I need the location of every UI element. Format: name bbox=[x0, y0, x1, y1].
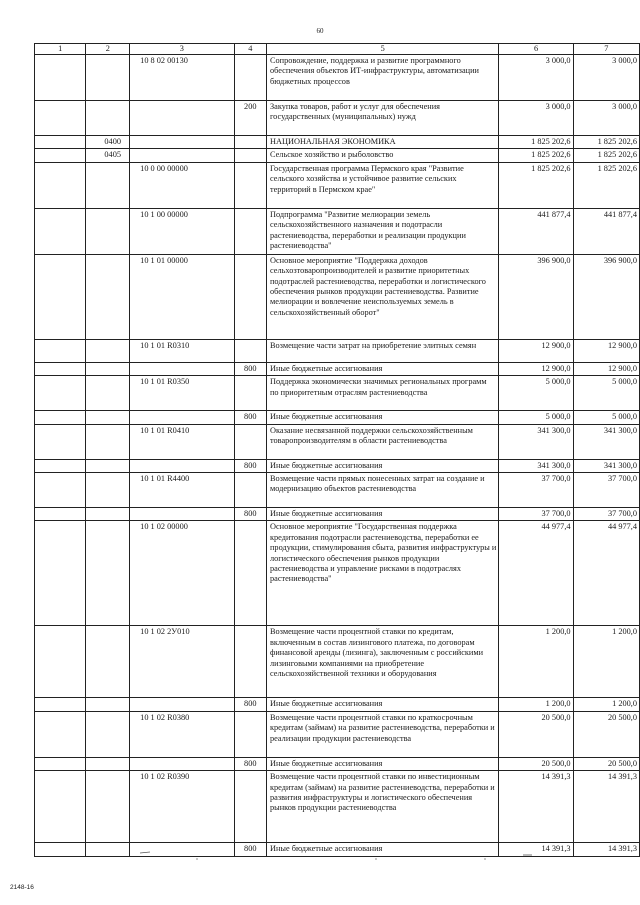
amount-2017: 1 825 202,6 bbox=[499, 136, 573, 149]
section-code bbox=[86, 459, 130, 472]
col1-cell bbox=[35, 136, 86, 149]
section-code bbox=[86, 376, 130, 411]
col1-cell bbox=[35, 698, 86, 711]
section-code bbox=[86, 411, 130, 424]
col1-cell bbox=[35, 411, 86, 424]
table-row bbox=[35, 136, 640, 149]
table-row bbox=[35, 521, 640, 626]
target-code: 10 1 01 R4400 bbox=[130, 473, 234, 508]
table-row bbox=[35, 208, 640, 254]
description: Иные бюджетные ассигнования bbox=[266, 508, 498, 521]
amount-2017: 1 825 202,6 bbox=[499, 162, 573, 208]
description: Иные бюджетные ассигнования bbox=[266, 362, 498, 375]
description: Основное мероприятие "Государственная поддержка кредитования подотрасли растениеводства, переработки ее продукции, стимулирования сбыта, развития инфраструктуры и логистического обеспечения рынков продукции растениеводства и управление рисками в подотраслях растениеводства" bbox=[266, 521, 498, 626]
target-code: 10 1 02 2У010 bbox=[130, 626, 234, 698]
expense-type bbox=[234, 424, 266, 459]
expense-type bbox=[234, 376, 266, 411]
table-body bbox=[35, 55, 640, 857]
target-code bbox=[130, 757, 234, 770]
target-code: 10 1 01 R0350 bbox=[130, 376, 234, 411]
description: Иные бюджетные ассигнования bbox=[266, 843, 498, 856]
target-code bbox=[130, 698, 234, 711]
amount-2017: 1 825 202,6 bbox=[499, 149, 573, 162]
expense-type bbox=[234, 254, 266, 339]
section-code bbox=[86, 339, 130, 362]
table-row bbox=[35, 459, 640, 472]
table-row bbox=[35, 376, 640, 411]
expense-type bbox=[234, 162, 266, 208]
expense-type bbox=[234, 136, 266, 149]
description: Сельское хозяйство и рыболовство bbox=[266, 149, 498, 162]
column-header-7: 7 bbox=[573, 44, 639, 55]
amount-2017: 341 300,0 bbox=[499, 459, 573, 472]
amount-2017: 5 000,0 bbox=[499, 411, 573, 424]
amount-2018: 3 000,0 bbox=[573, 101, 639, 136]
amount-2018: 1 200,0 bbox=[573, 698, 639, 711]
amount-2017: 14 391,3 bbox=[499, 843, 573, 856]
amount-2018: 37 700,0 bbox=[573, 473, 639, 508]
table-row bbox=[35, 254, 640, 339]
target-code bbox=[130, 362, 234, 375]
section-code: 0400 bbox=[86, 136, 130, 149]
amount-2018: 14 391,3 bbox=[573, 771, 639, 843]
amount-2018: 341 300,0 bbox=[573, 424, 639, 459]
col1-cell bbox=[35, 208, 86, 254]
description: Основное мероприятие "Поддержка доходов сельхозтоваропроизводителей и развитие приоритетных подотраслей растениеводства, переработки и логистического обеспечения рынков продукции растениеводства. Развитие мелиорации и вовлечение неиспользуемых земель в сельскохозяйственный оборот" bbox=[266, 254, 498, 339]
col1-cell bbox=[35, 771, 86, 843]
amount-2017: 12 900,0 bbox=[499, 339, 573, 362]
expense-type bbox=[234, 626, 266, 698]
section-code bbox=[86, 626, 130, 698]
target-code: 10 1 02 R0380 bbox=[130, 711, 234, 757]
expense-type bbox=[234, 339, 266, 362]
description: Возмещение части затрат на приобретение элитных семян bbox=[266, 339, 498, 362]
section-code: 0405 bbox=[86, 149, 130, 162]
target-code bbox=[130, 411, 234, 424]
section-code bbox=[86, 473, 130, 508]
col1-cell bbox=[35, 473, 86, 508]
document-code: 2148-16 bbox=[10, 884, 34, 891]
expense-type bbox=[234, 711, 266, 757]
section-code bbox=[86, 162, 130, 208]
target-code: 10 1 01 R0410 bbox=[130, 424, 234, 459]
amount-2018: 14 391,3 bbox=[573, 843, 639, 856]
target-code bbox=[130, 136, 234, 149]
expense-type bbox=[234, 149, 266, 162]
amount-2018: 12 900,0 bbox=[573, 339, 639, 362]
description: Сопровождение, поддержка и развитие программного обеспечения объектов ИТ-инфраструктуры, автоматизации бюджетных процессов bbox=[266, 55, 498, 101]
description: Государственная программа Пермского края "Развитие сельского хозяйства и устойчивое развитие сельских территорий в Пермском крае" bbox=[266, 162, 498, 208]
description: Поддержка экономически значимых региональных программ по приоритетным отраслям растениеводства bbox=[266, 376, 498, 411]
col1-cell bbox=[35, 376, 86, 411]
amount-2018: 441 877,4 bbox=[573, 208, 639, 254]
table-row bbox=[35, 508, 640, 521]
table-row bbox=[35, 55, 640, 101]
col1-cell bbox=[35, 55, 86, 101]
col1-cell bbox=[35, 101, 86, 136]
expense-type bbox=[234, 521, 266, 626]
column-header-1: 1 bbox=[35, 44, 86, 55]
amount-2017: 1 200,0 bbox=[499, 698, 573, 711]
section-code bbox=[86, 521, 130, 626]
amount-2017: 14 391,3 bbox=[499, 771, 573, 843]
amount-2017: 396 900,0 bbox=[499, 254, 573, 339]
amount-2017: 44 977,4 bbox=[499, 521, 573, 626]
amount-2018: 20 500,0 bbox=[573, 757, 639, 770]
section-code bbox=[86, 362, 130, 375]
column-header-3: 3 bbox=[130, 44, 234, 55]
expense-type: 800 bbox=[234, 757, 266, 770]
section-code bbox=[86, 757, 130, 770]
amount-2018: 20 500,0 bbox=[573, 711, 639, 757]
amount-2018: 12 900,0 bbox=[573, 362, 639, 375]
amount-2018: 5 000,0 bbox=[573, 411, 639, 424]
target-code: 10 0 00 00000 bbox=[130, 162, 234, 208]
col1-cell bbox=[35, 149, 86, 162]
amount-2018: 44 977,4 bbox=[573, 521, 639, 626]
expense-type: 200 bbox=[234, 101, 266, 136]
column-header-6: 6 bbox=[499, 44, 573, 55]
scan-marks bbox=[0, 845, 640, 865]
description: НАЦИОНАЛЬНАЯ ЭКОНОМИКА bbox=[266, 136, 498, 149]
column-header-4: 4 bbox=[234, 44, 266, 55]
amount-2017: 37 700,0 bbox=[499, 473, 573, 508]
table-row bbox=[35, 162, 640, 208]
table-row bbox=[35, 711, 640, 757]
amount-2017: 3 000,0 bbox=[499, 101, 573, 136]
table-row bbox=[35, 101, 640, 136]
amount-2017: 20 500,0 bbox=[499, 711, 573, 757]
col1-cell bbox=[35, 162, 86, 208]
amount-2017: 1 200,0 bbox=[499, 626, 573, 698]
amount-2018: 1 825 202,6 bbox=[573, 136, 639, 149]
col1-cell bbox=[35, 339, 86, 362]
amount-2018: 396 900,0 bbox=[573, 254, 639, 339]
target-code: 10 1 02 00000 bbox=[130, 521, 234, 626]
expense-type: 800 bbox=[234, 459, 266, 472]
target-code: 10 1 01 00000 bbox=[130, 254, 234, 339]
amount-2018: 3 000,0 bbox=[573, 55, 639, 101]
col1-cell bbox=[35, 362, 86, 375]
target-code bbox=[130, 459, 234, 472]
amount-2017: 37 700,0 bbox=[499, 508, 573, 521]
table-row bbox=[35, 473, 640, 508]
target-code: 10 1 02 R0390 bbox=[130, 771, 234, 843]
table-row bbox=[35, 362, 640, 375]
description: Возмещение части процентной ставки по краткосрочным кредитам (займам) на развитие растениеводства, переработки и реализации продукции растениеводства bbox=[266, 711, 498, 757]
target-code bbox=[130, 149, 234, 162]
description: Иные бюджетные ассигнования bbox=[266, 757, 498, 770]
amount-2017: 5 000,0 bbox=[499, 376, 573, 411]
description: Возмещение части прямых понесенных затрат на создание и модернизацию объектов растениеводства bbox=[266, 473, 498, 508]
table-row bbox=[35, 757, 640, 770]
col1-cell bbox=[35, 459, 86, 472]
target-code: 10 8 02 00130 bbox=[130, 55, 234, 101]
target-code bbox=[130, 508, 234, 521]
description: Возмещение части процентной ставки по кредитам, включенным в состав лизингового платежа, по договорам финансовой аренды (лизинга), заключенным с российскими лизинговыми компаниями на приобретение сельскохозяйственной техники и оборудования bbox=[266, 626, 498, 698]
description: Иные бюджетные ассигнования bbox=[266, 411, 498, 424]
expense-type bbox=[234, 473, 266, 508]
table-row bbox=[35, 424, 640, 459]
target-code: 10 1 00 00000 bbox=[130, 208, 234, 254]
section-code bbox=[86, 254, 130, 339]
page-number: 60 bbox=[316, 27, 324, 35]
expense-type: 800 bbox=[234, 362, 266, 375]
amount-2017: 12 900,0 bbox=[499, 362, 573, 375]
amount-2017: 20 500,0 bbox=[499, 757, 573, 770]
expense-type bbox=[234, 208, 266, 254]
section-code bbox=[86, 55, 130, 101]
amount-2017: 341 300,0 bbox=[499, 424, 573, 459]
description: Иные бюджетные ассигнования bbox=[266, 698, 498, 711]
col1-cell bbox=[35, 711, 86, 757]
description: Иные бюджетные ассигнования bbox=[266, 459, 498, 472]
table-row bbox=[35, 411, 640, 424]
expense-type: 800 bbox=[234, 698, 266, 711]
description: Подпрограмма "Развитие мелиорации земель сельскохозяйственного назначения и подотрасли растениеводства, переработки и реализации продукции растениеводства" bbox=[266, 208, 498, 254]
expense-type: 800 bbox=[234, 508, 266, 521]
table-row bbox=[35, 698, 640, 711]
description: Оказание несвязанной поддержки сельскохозяйственным товаропроизводителям в области растениеводства bbox=[266, 424, 498, 459]
amount-2018: 341 300,0 bbox=[573, 459, 639, 472]
amount-2018: 1 200,0 bbox=[573, 626, 639, 698]
amount-2017: 441 877,4 bbox=[499, 208, 573, 254]
section-code bbox=[86, 771, 130, 843]
section-code bbox=[86, 101, 130, 136]
col1-cell bbox=[35, 757, 86, 770]
amount-2017: 3 000,0 bbox=[499, 55, 573, 101]
target-code: 10 1 01 R0310 bbox=[130, 339, 234, 362]
column-header-5: 5 bbox=[266, 44, 498, 55]
target-code bbox=[130, 101, 234, 136]
description: Закупка товаров, работ и услуг для обеспечения государственных (муниципальных) нужд bbox=[266, 101, 498, 136]
section-code bbox=[86, 711, 130, 757]
expense-type: 800 bbox=[234, 843, 266, 856]
table-row bbox=[35, 339, 640, 362]
table-row bbox=[35, 771, 640, 843]
table-row bbox=[35, 626, 640, 698]
col1-cell bbox=[35, 254, 86, 339]
section-code bbox=[86, 698, 130, 711]
description: Возмещение части процентной ставки по инвестиционным кредитам (займам) на развитие растениеводства, переработки и развития инфраструктуры и логистического обеспечения рынков продукции растениеводства bbox=[266, 771, 498, 843]
amount-2018: 1 825 202,6 bbox=[573, 149, 639, 162]
amount-2018: 1 825 202,6 bbox=[573, 162, 639, 208]
col1-cell bbox=[35, 626, 86, 698]
expense-type: 800 bbox=[234, 411, 266, 424]
header-row bbox=[35, 44, 640, 55]
expense-type bbox=[234, 55, 266, 101]
section-code bbox=[86, 424, 130, 459]
section-code bbox=[86, 208, 130, 254]
section-code bbox=[86, 508, 130, 521]
budget-table bbox=[34, 43, 640, 857]
amount-2018: 37 700,0 bbox=[573, 508, 639, 521]
column-header-2: 2 bbox=[86, 44, 130, 55]
expense-type bbox=[234, 771, 266, 843]
col1-cell bbox=[35, 508, 86, 521]
col1-cell bbox=[35, 424, 86, 459]
amount-2018: 5 000,0 bbox=[573, 376, 639, 411]
col1-cell bbox=[35, 521, 86, 626]
table-row bbox=[35, 149, 640, 162]
